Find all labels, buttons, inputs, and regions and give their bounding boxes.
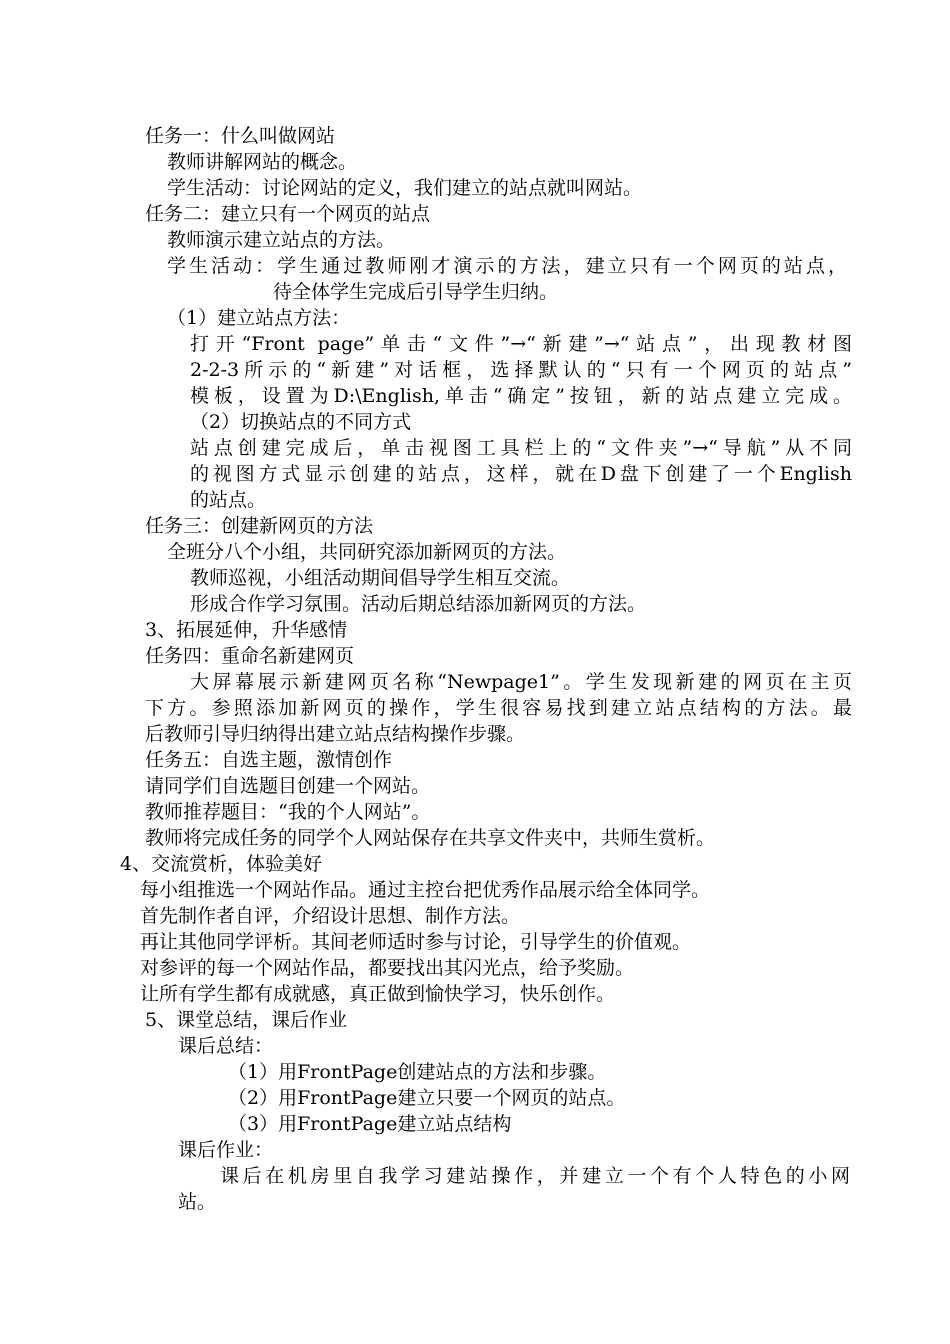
paragraph-line: 学生活动：讨论网站的定义，我们建立的站点就叫网站。 bbox=[167, 177, 643, 199]
homework-heading: 课后作业： bbox=[178, 1139, 274, 1161]
paragraph-line: 待全体学生完成后引导学生归纳。 bbox=[273, 281, 559, 303]
paragraph-line: 教师推荐题目：“我的个人网站”。 bbox=[145, 801, 431, 823]
paragraph-line: 全班分八个小组，共同研究添加新网页的方法。 bbox=[167, 541, 567, 563]
paragraph-line: 2-2-3所示的“新建”对话框，选择默认的“只有一个网页的站点” bbox=[190, 359, 852, 381]
paragraph-line: 打开“Front page”单击“文件”→“新建”→“站点”，出现教材图 bbox=[190, 333, 852, 355]
paragraph-line: 每小组推选一个网站作品。通过主控台把优秀作品展示给全体同学。 bbox=[140, 879, 711, 901]
paragraph-line: 下方。参照添加新网页的操作，学生很容易找到建立站点结构的方法。最 bbox=[145, 697, 852, 719]
subheading-2: （2）切换站点的不同方式 bbox=[190, 411, 412, 433]
paragraph-line: 学生活动：学生通过教师刚才演示的方法，建立只有一个网页的站点， bbox=[167, 255, 847, 277]
paragraph-line: 的站点。 bbox=[190, 489, 267, 511]
task-1-heading: 任务一：什么叫做网站 bbox=[145, 125, 336, 147]
task-3-heading: 任务三：创建新网页的方法 bbox=[145, 515, 374, 537]
task-2-heading: 任务二：建立只有一个网页的站点 bbox=[145, 203, 431, 225]
paragraph-line: 教师将完成任务的同学个人网站保存在共享文件夹中，共师生赏析。 bbox=[145, 827, 716, 849]
paragraph-line: 对参评的每一个网站作品，都要找出其闪光点，给予奖励。 bbox=[140, 957, 635, 979]
paragraph-line: 站点创建完成后，单击视图工具栏上的“文件夹”→“导航”从不同 bbox=[190, 437, 852, 459]
paragraph-line: 教师讲解网站的概念。 bbox=[167, 151, 358, 173]
summary-heading: 课后总结： bbox=[178, 1035, 274, 1057]
section-3-heading: 3、拓展延伸，升华感情 bbox=[145, 619, 348, 641]
paragraph-line: 让所有学生都有成就感，真正做到愉快学习，快乐创作。 bbox=[140, 983, 616, 1005]
paragraph-line: 再让其他同学评析。其间老师适时参与讨论，引导学生的价值观。 bbox=[140, 931, 692, 953]
summary-item: （3）用FrontPage建立站点结构 bbox=[228, 1113, 512, 1135]
paragraph-line: 的视图方式显示创建的站点，这样，就在D盘下创建了一个English bbox=[190, 463, 852, 485]
paragraph-line: 大屏幕展示新建网页名称“Newpage1”。学生发现新建的网页在主页 bbox=[190, 671, 852, 693]
paragraph-line: 教师演示建立站点的方法。 bbox=[167, 229, 396, 251]
paragraph-line: 教师巡视，小组活动期间倡导学生相互交流。 bbox=[190, 567, 571, 589]
subheading-1: （1）建立站点方法： bbox=[167, 307, 351, 329]
summary-item: （2）用FrontPage建立只要一个网页的站点。 bbox=[228, 1087, 626, 1109]
section-4-heading: 4、交流赏析，体验美好 bbox=[120, 853, 323, 875]
paragraph-line: 请同学们自选题目创建一个网站。 bbox=[145, 775, 431, 797]
paragraph-line: 形成合作学习氛围。活动后期总结添加新网页的方法。 bbox=[190, 593, 647, 615]
summary-item: （1）用FrontPage创建站点的方法和步骤。 bbox=[228, 1061, 607, 1083]
paragraph-line: 后教师引导归纳得出建立站点结构操作步骤。 bbox=[145, 723, 526, 745]
section-5-heading: 5、课堂总结，课后作业 bbox=[145, 1009, 348, 1031]
paragraph-line: 站。 bbox=[178, 1191, 217, 1213]
paragraph-line: 课后在机房里自我学习建站操作，并建立一个有个人特色的小网 bbox=[220, 1165, 850, 1187]
paragraph-line: 首先制作者自评，介绍设计思想、制作方法。 bbox=[140, 905, 521, 927]
task-5-heading: 任务五：自选主题，激情创作 bbox=[145, 749, 393, 771]
task-4-heading: 任务四：重命名新建网页 bbox=[145, 645, 355, 667]
paragraph-line: 模板，设置为D:\English,单击“确定”按钮，新的站点建立完成。 bbox=[190, 385, 852, 407]
